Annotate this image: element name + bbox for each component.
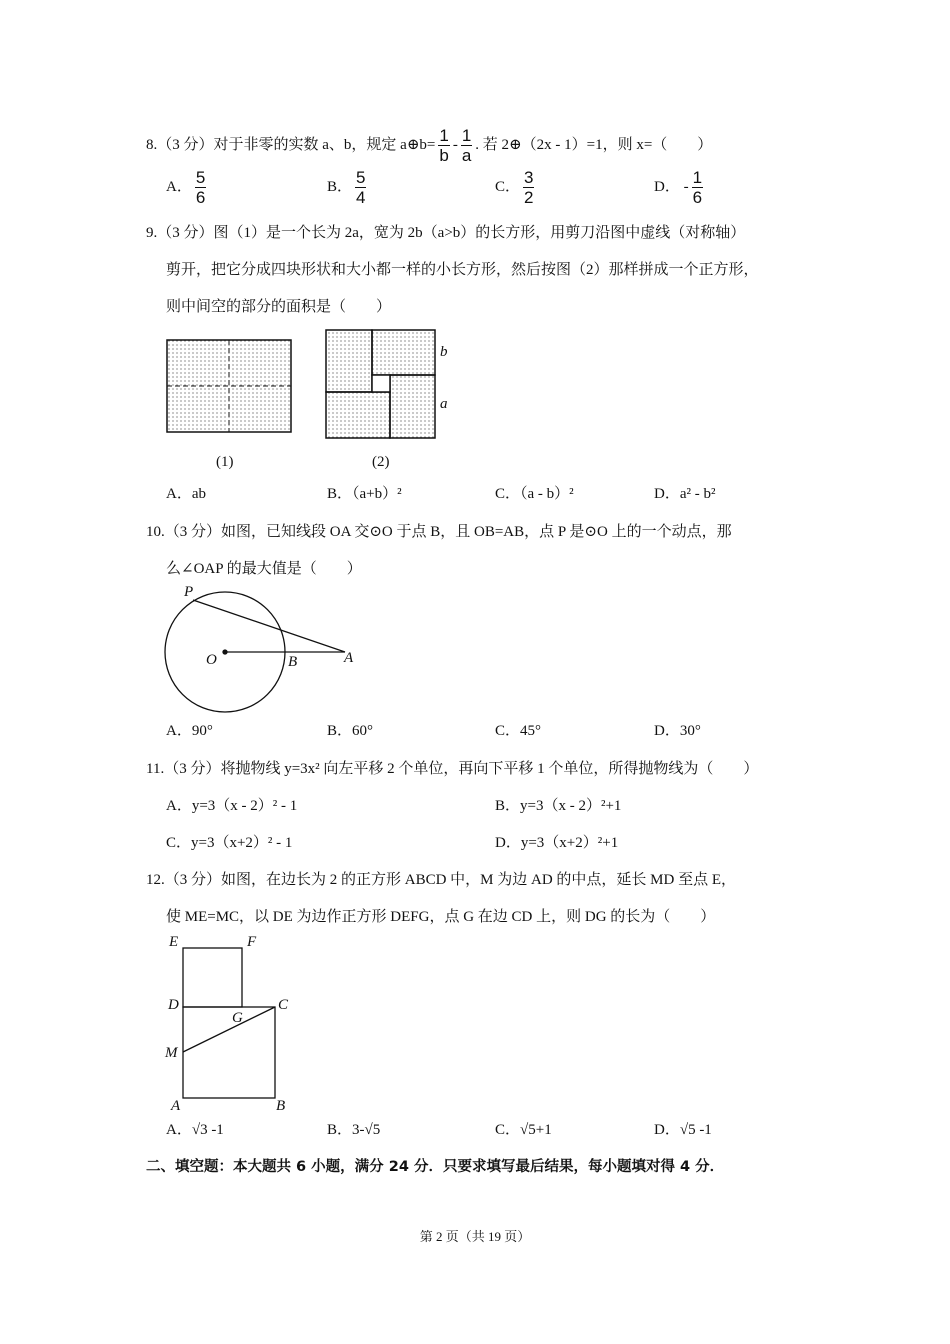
q9-option-a: A．ab (166, 486, 206, 502)
q10-option-c: C．45° (495, 723, 542, 739)
q8-text: 8.（3 分）对于非零的实数 a、b，规定 a⊕b= (146, 136, 436, 153)
numerator: 3 (524, 168, 534, 187)
q12-option-a: A．√3 -1 (166, 1122, 224, 1138)
q11-text: 11.（3 分）将抛物线 y=3x² 向左平移 2 个单位，再向下平移 1 个单位，所得抛物线为（ ） (146, 761, 759, 777)
section-2-heading: 二、填空题：本大题共 6 小题，满分 24 分．只要求填写最后结果，每小题填对得 4 分． (146, 1159, 725, 1175)
q11-option-b: B．y=3（x - 2）²+1 (495, 798, 622, 814)
q9-line-3: 则中间空的部分的面积是（ ） (166, 299, 392, 315)
option-label: A． (166, 178, 192, 195)
q9-line-1: 9.（3 分）图（1）是一个长为 2a，宽为 2b（a>b）的长方形，用剪刀沿图中虚线（对称轴） (146, 225, 746, 241)
numerator: 1 (461, 126, 472, 145)
denominator: 6 (195, 188, 206, 207)
point-b: B (276, 1098, 286, 1114)
q11-option-a: A．y=3（x - 2）² - 1 (166, 798, 298, 814)
figure-1-rectangle (167, 340, 291, 432)
figure-squares (183, 948, 275, 1098)
minus: - (452, 136, 458, 153)
option-label: C． (495, 178, 521, 195)
q9-option-b: B．（a+b）² (327, 486, 402, 502)
figure-2-square (326, 330, 435, 438)
q11-option-d: D．y=3（x+2）²+1 (495, 835, 619, 851)
figure-circle (165, 592, 345, 712)
point-o: O (206, 652, 217, 668)
figure-1-caption: (1) (216, 454, 234, 470)
numerator: 1 (692, 168, 703, 187)
q10-line-2: 么∠OAP 的最大值是（ ） (166, 561, 362, 577)
side-label-b: b (440, 344, 448, 360)
side-label-a: a (440, 396, 448, 412)
page-footer: 第 2 页（共 19 页） (419, 1229, 531, 1244)
denominator: 4 (356, 188, 366, 207)
q9-option-d: D．a² - b² (654, 486, 716, 502)
point-d: D (168, 997, 179, 1013)
denominator: b (439, 146, 449, 165)
numerator: 5 (356, 168, 366, 187)
q12-option-d: D．√5 -1 (654, 1122, 712, 1138)
q9-line-2: 剪开，把它分成四块形状和大小都一样的小长方形，然后按图（2）那样拼成一个正方形， (166, 262, 759, 278)
point-f: F (247, 934, 257, 950)
numerator: 5 (195, 168, 206, 187)
q9-option-c: C．（a - b）² (495, 486, 574, 502)
point-e: E (169, 934, 179, 950)
point-m: M (165, 1045, 178, 1061)
point-a: A (344, 650, 354, 666)
denominator: 2 (524, 188, 534, 207)
point-c: C (278, 997, 289, 1013)
q8-tail: . 若 2⊕（2x - 1）=1，则 x=（ ） (475, 136, 713, 153)
denominator: a (461, 146, 472, 165)
q12-option-c: C．√5+1 (495, 1122, 552, 1138)
point-a: A (171, 1098, 181, 1114)
sign: - (683, 178, 689, 195)
q12-line-1: 12.（3 分）如图，在边长为 2 的正方形 ABCD 中，M 为边 AD 的中点，延长 MD 至点 E， (146, 872, 737, 888)
q10-option-a: A．90° (166, 723, 213, 739)
numerator: 1 (439, 126, 449, 145)
q10-option-d: D．30° (654, 723, 701, 739)
point-b: B (288, 654, 298, 670)
q10-option-b: B．60° (327, 723, 374, 739)
q11-option-c: C．y=3（x+2）² - 1 (166, 835, 293, 851)
option-label: B． (327, 178, 353, 195)
point-p: P (184, 584, 194, 600)
denominator: 6 (692, 188, 703, 207)
point-g: G (232, 1010, 243, 1026)
q12-option-b: B．3-√5 (327, 1122, 381, 1138)
figure-2-caption: (2) (372, 454, 390, 470)
q10-line-1: 10.（3 分）如图，已知线段 OA 交⊙O 于点 B，且 OB=AB，点 P 是⊙O 上的一个动点，那 (146, 524, 732, 540)
q12-line-2: 使 ME=MC，以 DE 为边作正方形 DEFG，点 G 在边 CD 上，则 DG 的长为（ ） (166, 909, 716, 925)
option-label: D． (654, 178, 680, 195)
